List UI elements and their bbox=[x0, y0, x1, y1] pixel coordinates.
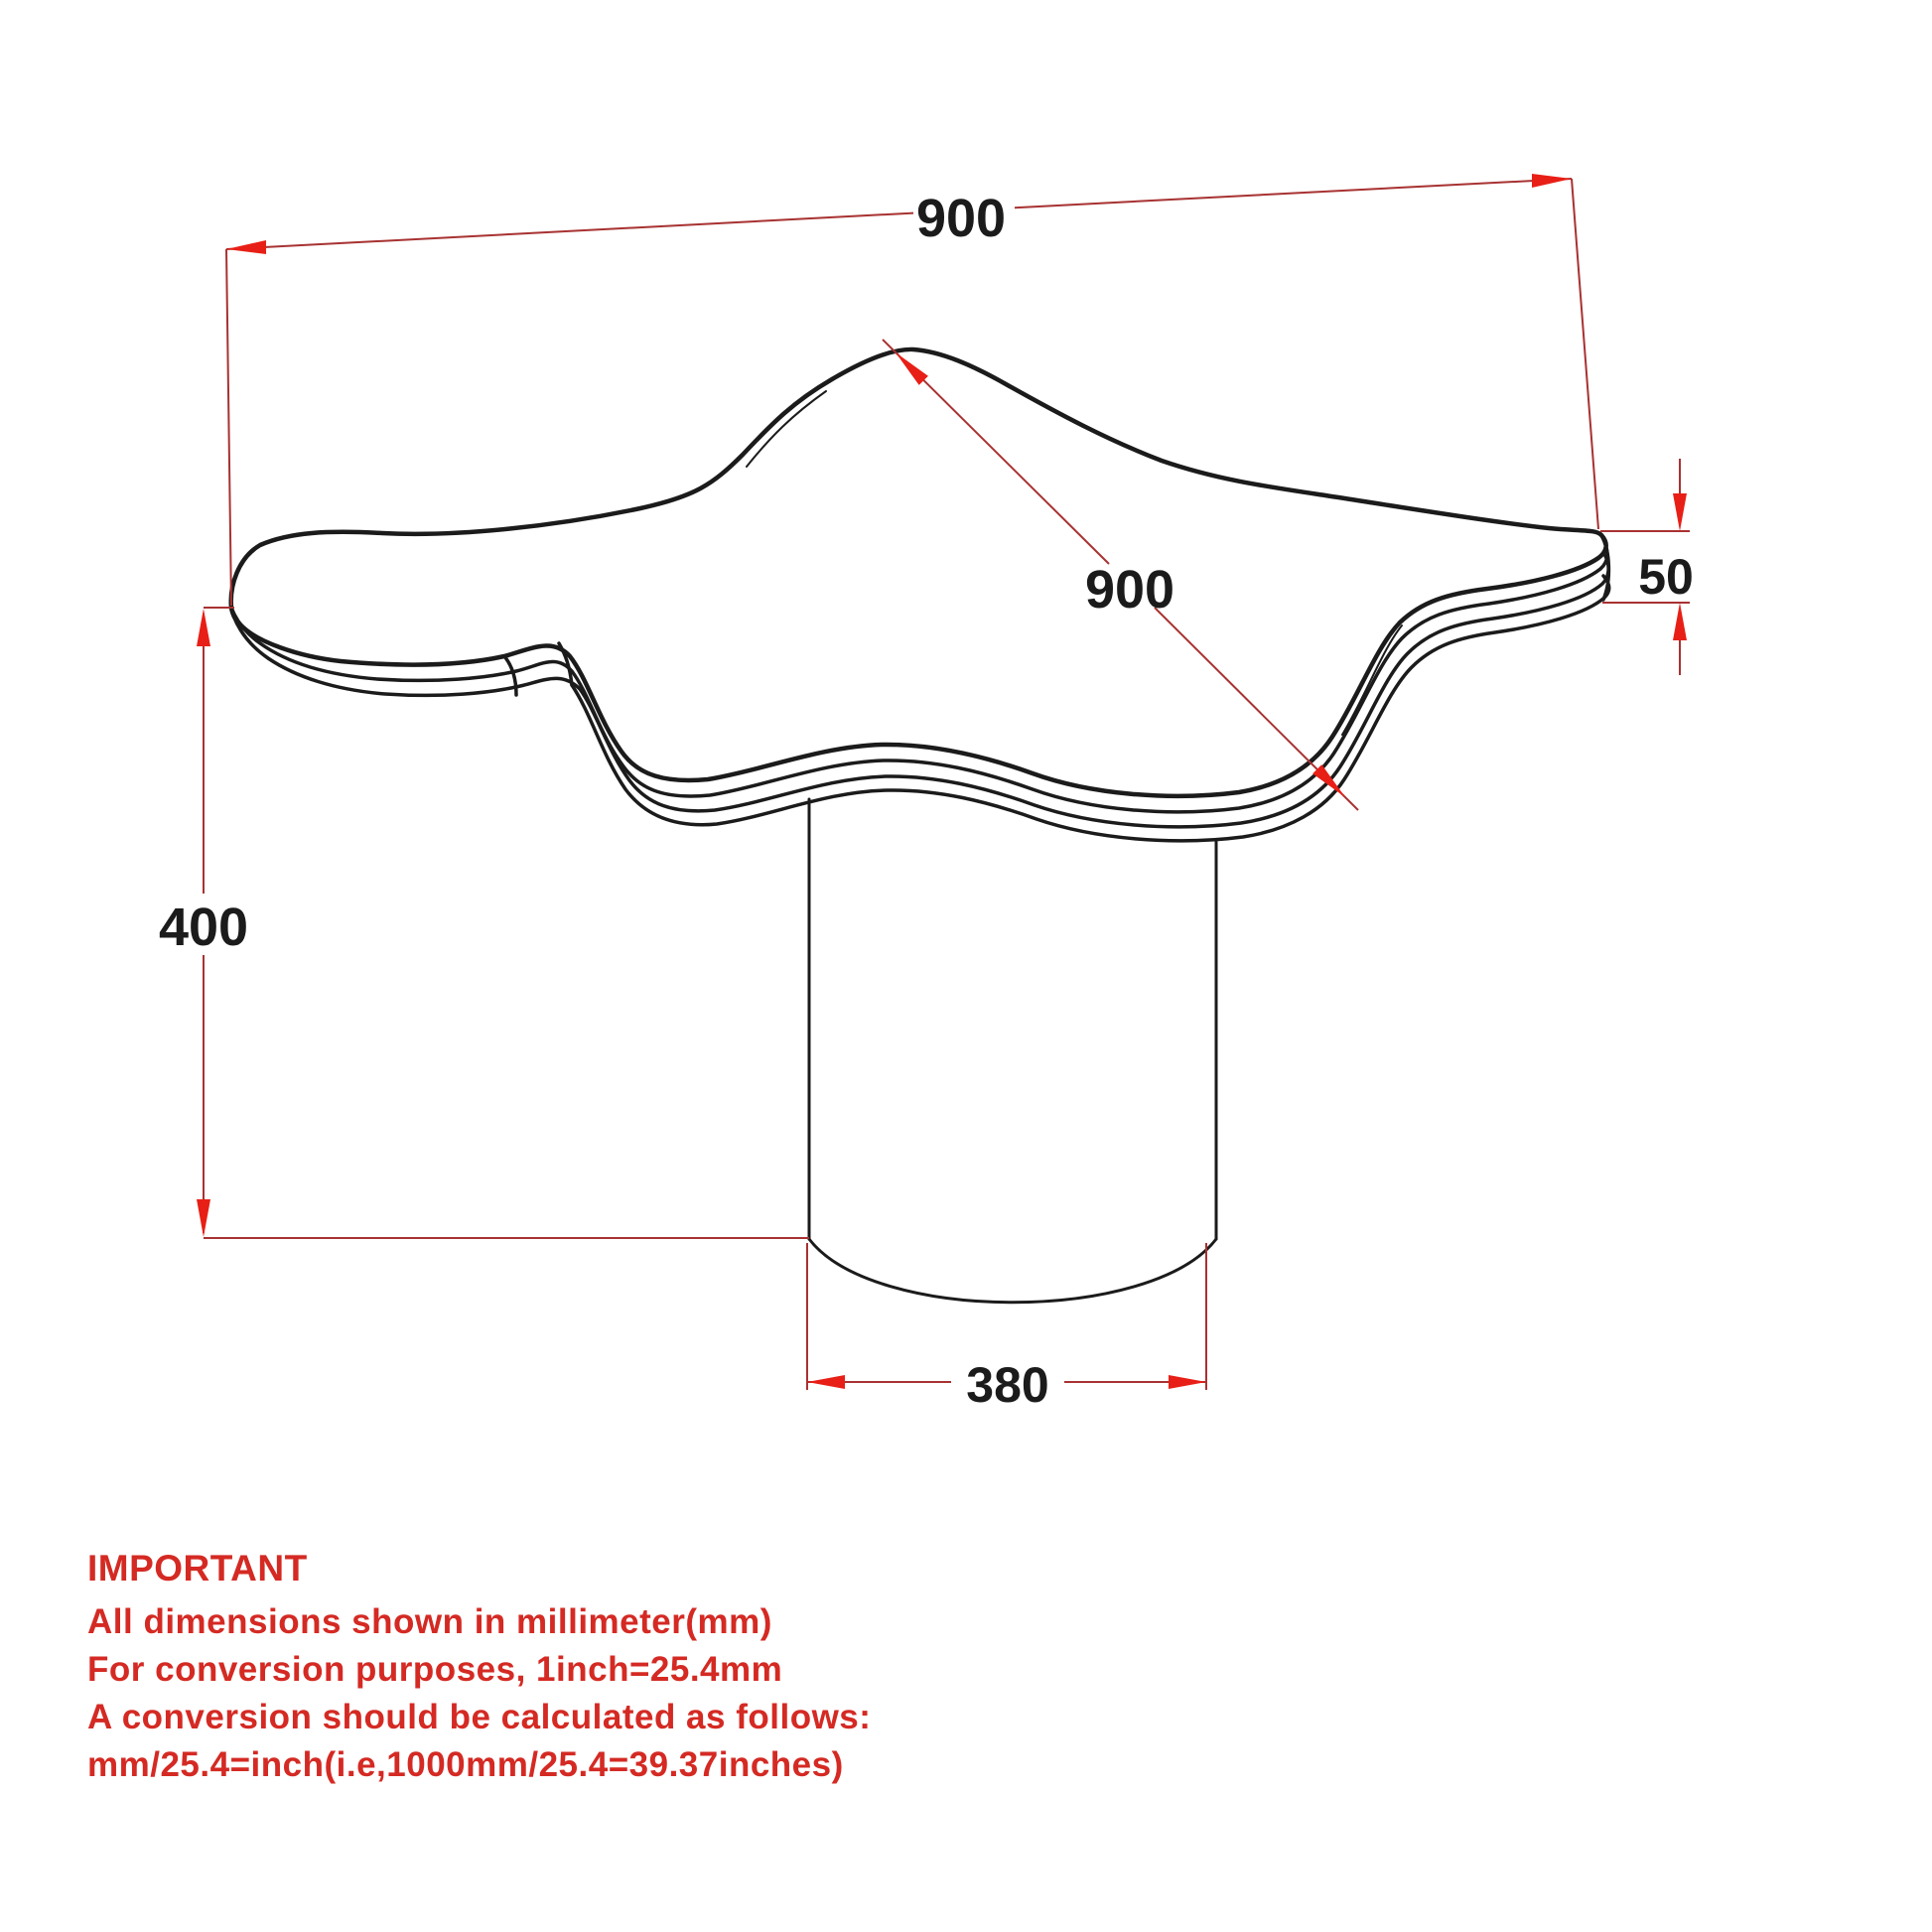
pedestal-cylinder bbox=[809, 799, 1216, 1303]
arrowhead-icon bbox=[1673, 603, 1687, 640]
dim-base-diameter-label: 380 bbox=[966, 1357, 1049, 1413]
important-notes bbox=[87, 1548, 872, 1784]
notes-line: mm/25.4=inch(i.e,1000mm/25.4=39.37inches) bbox=[87, 1745, 844, 1784]
arrowhead-icon bbox=[197, 609, 210, 646]
notes-title: IMPORTANT bbox=[87, 1548, 308, 1588]
dim-top-width-label: 900 bbox=[915, 189, 1007, 248]
arrowhead-icon bbox=[807, 1375, 845, 1389]
cylinder-bottom-arc bbox=[809, 1239, 1216, 1303]
notes-line: For conversion purposes, 1inch=25.4mm bbox=[87, 1650, 783, 1689]
notes-line: A conversion should be calculated as follows: bbox=[87, 1698, 872, 1736]
arrowhead-icon bbox=[197, 1199, 210, 1237]
dim-height-label: 400 bbox=[158, 897, 249, 957]
dim-line bbox=[1015, 179, 1572, 207]
arrowhead-icon bbox=[1532, 174, 1572, 188]
dim-line bbox=[226, 213, 913, 249]
arrowhead-icon bbox=[1169, 1375, 1206, 1389]
extension-line-right bbox=[1572, 179, 1598, 529]
table-top-outline bbox=[231, 349, 1606, 796]
dim-base-diameter bbox=[807, 1243, 1206, 1413]
dim-thickness-label: 50 bbox=[1638, 549, 1694, 605]
arrowhead-icon bbox=[1673, 493, 1687, 531]
notes-line: All dimensions shown in millimeter(mm) bbox=[87, 1602, 772, 1641]
arrowhead-icon bbox=[226, 240, 266, 254]
dim-thickness bbox=[1600, 459, 1694, 675]
table-top bbox=[231, 349, 1609, 841]
extension-line-left bbox=[226, 249, 231, 606]
dim-diagonal-label: 900 bbox=[1084, 560, 1175, 620]
